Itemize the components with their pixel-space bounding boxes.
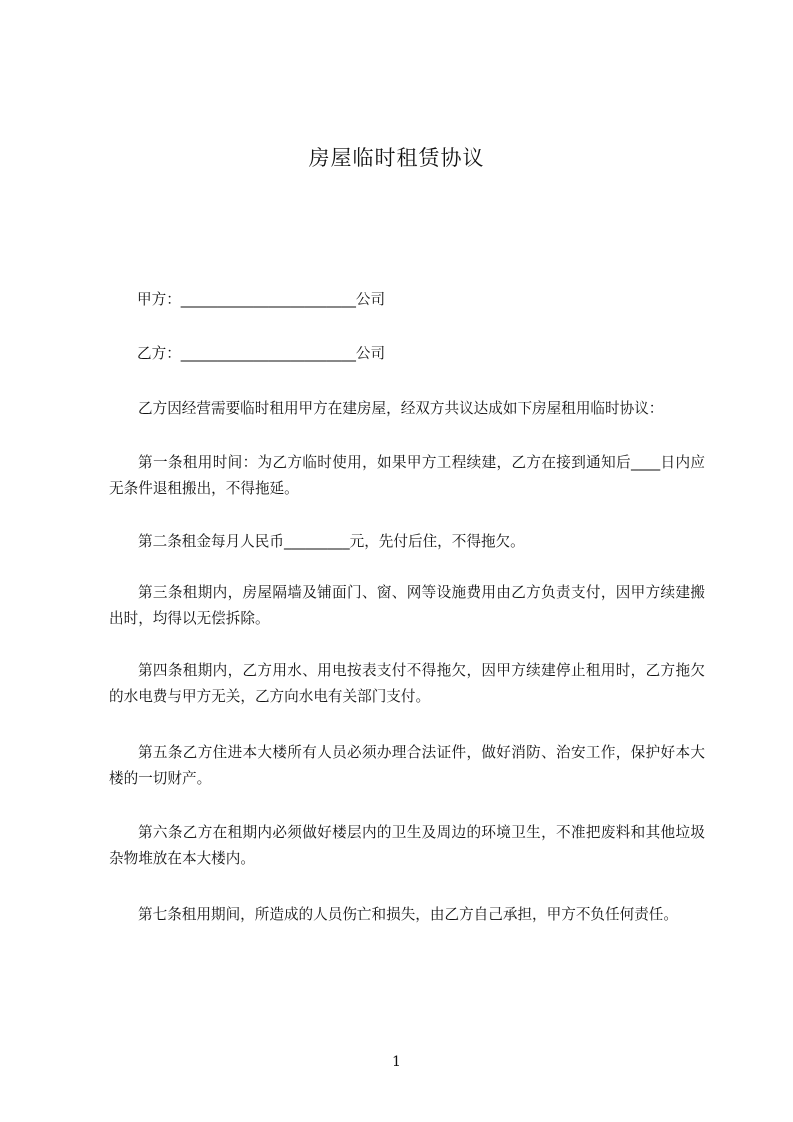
intro-text: 乙方因经营需要临时租用甲方在建房屋，经双方共议达成如下房屋租用临时协议： xyxy=(138,400,664,417)
page-number: 1 xyxy=(392,1054,401,1070)
article-2 xyxy=(109,529,705,555)
article-4 xyxy=(109,658,705,710)
article-text: 第二条租金每月人民币_________元，先付后住，不得拖欠。 xyxy=(138,533,525,550)
article-5 xyxy=(109,740,705,792)
intro-paragraph xyxy=(109,396,705,422)
article-text: 第四条租期内，乙方用水、用电按表支付不得拖欠，因甲方续建停止租用时，乙方拖欠的水电费与甲方无关，乙方向水电有关部门支付。 xyxy=(109,662,705,705)
article-1 xyxy=(109,450,705,502)
article-text: 第七条租用期间，所造成的人员伤亡和损失，由乙方自己承担，甲方不负任何责任。 xyxy=(138,906,678,923)
article-text: 第五条乙方住进本大楼所有人员必须办理合法证件，做好消防、治安工作，保护好本大楼的一切财产。 xyxy=(109,744,705,787)
party-a-line: 甲方：________________________公司 xyxy=(137,291,386,308)
article-text: 第三条租期内，房屋隔墙及铺面门、窗、网等设施费用由乙方负责支付，因甲方续建搬出时，均得以无偿拆除。 xyxy=(109,584,705,627)
article-7 xyxy=(109,902,705,928)
party-b-line: 乙方：________________________公司 xyxy=(137,345,386,362)
article-text: 第六条乙方在租期内必须做好楼层内的卫生及周边的环境卫生，不准把废料和其他垃圾杂物堆放在本大楼内。 xyxy=(109,824,705,867)
article-3 xyxy=(109,580,705,632)
article-6 xyxy=(109,820,705,872)
article-text: 第一条租用时间：为乙方临时使用，如果甲方工程续建，乙方在接到通知后____日内应无条件退租搬出，不得拖延。 xyxy=(109,454,705,497)
document-title: 房屋临时租赁协议 xyxy=(308,146,485,170)
